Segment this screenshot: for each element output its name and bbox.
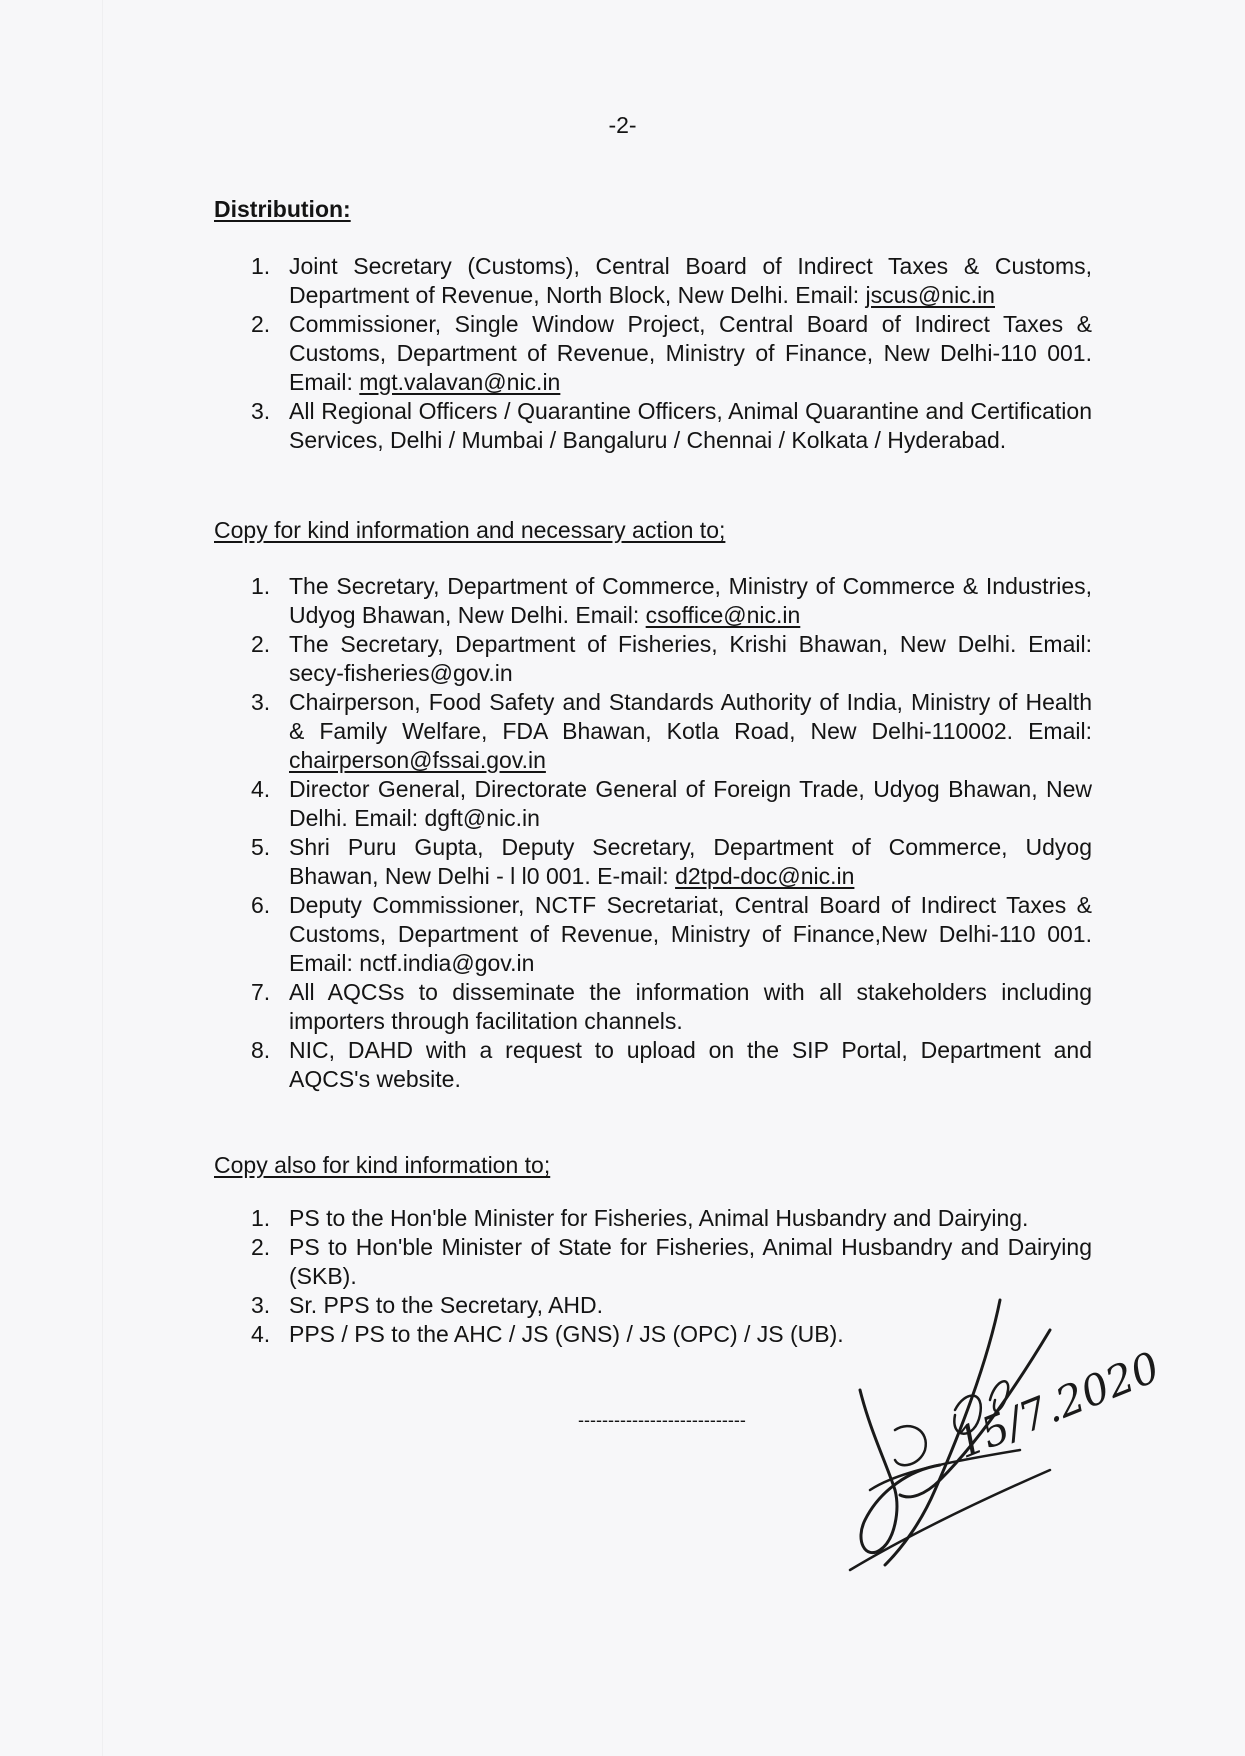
list-item-text: Sr. PPS to the Secretary, AHD. (289, 1292, 604, 1318)
end-marker: ---------------------------- (578, 1410, 746, 1430)
list-item-text: NIC, DAHD with a request to upload on the SIP Portal, Department and AQCS's website. (289, 1037, 1092, 1092)
list-item (251, 630, 1092, 688)
list-item-number: 3. (251, 1292, 271, 1318)
list-item-number: 1. (251, 1205, 271, 1231)
list-item-number: 1. (251, 573, 271, 599)
email-link[interactable]: mgt.valavan@nic.in (359, 369, 561, 395)
list-item (251, 572, 1092, 630)
list-item-text: The Secretary, Department of Fisheries, Krishi Bhawan, New Delhi. Email: secy-fisheries@gov.in (289, 631, 1092, 686)
list-item-text: PS to the Hon'ble Minister for Fisheries, Animal Husbandry and Dairying. (289, 1205, 1029, 1231)
list-item (251, 688, 1092, 775)
list-item (251, 891, 1092, 978)
list-item-text: Chairperson, Food Safety and Standards Authority of India, Ministry of Health & Family Welfare, FDA Bhawan, Kotla Road, New Delhi-110002. Email: (289, 689, 1092, 744)
list-item-number: 4. (251, 776, 271, 802)
email-link[interactable]: csoffice@nic.in (645, 602, 801, 628)
list-item (251, 1036, 1092, 1094)
list-item (251, 978, 1092, 1036)
distribution-list (0, 252, 1245, 455)
list-item-text: Deputy Commissioner, NCTF Secretariat, Central Board of Indirect Taxes & Customs, Department of Revenue, Ministry of Finance,New Delhi-110 001. Email: nctf.india@gov.in (289, 892, 1092, 976)
list-item-number: 2. (251, 311, 271, 337)
list-item-number: 6. (251, 892, 271, 918)
list-item (251, 310, 1092, 397)
list-item (251, 833, 1092, 891)
list-item (251, 775, 1092, 833)
list-item-number: 5. (251, 834, 271, 860)
copy-action-list (0, 572, 1245, 1094)
signature-date: 15/7.2020 (949, 1342, 1167, 1469)
list-item-text: Commissioner, Single Window Project, Central Board of Indirect Taxes & Customs, Department of Revenue, Ministry of Finance, New Delhi-110 001. Email: (289, 311, 1092, 395)
list-item-number: 3. (251, 398, 271, 424)
list-item-number: 4. (251, 1321, 271, 1347)
email-link[interactable]: jscus@nic.in (865, 282, 995, 308)
copy-info-heading: Copy also for kind information to; (214, 1152, 551, 1178)
list-item (251, 397, 1092, 455)
list-item-text: All AQCSs to disseminate the information with all stakeholders including importers through facilitation channels. (289, 979, 1092, 1034)
list-item-text: The Secretary, Department of Commerce, Ministry of Commerce & Industries, Udyog Bhawan, New Delhi. Email: (289, 573, 1092, 628)
list-item-number: 1. (251, 253, 271, 279)
email-link[interactable]: chairperson@fssai.gov.in (289, 747, 546, 773)
list-item-text: Shri Puru Gupta, Deputy Secretary, Department of Commerce, Udyog Bhawan, New Delhi - l l0 001. E-mail: (289, 834, 1092, 889)
distribution-heading: Distribution: (214, 196, 351, 222)
list-item (251, 1204, 1092, 1233)
email-link[interactable]: d2tpd-doc@nic.in (675, 863, 855, 889)
list-item-text: All Regional Officers / Quarantine Officers, Animal Quarantine and Certification Services, Delhi / Mumbai / Bangaluru / Chennai / Kolkata / Hyderabad. (289, 398, 1092, 453)
list-item (251, 1233, 1092, 1291)
list-item-number: 7. (251, 979, 271, 1005)
handwritten-signature (840, 1290, 1167, 1580)
list-item-text: PS to Hon'ble Minister of State for Fisheries, Animal Husbandry and Dairying (SKB). (289, 1234, 1092, 1289)
page-number: -2- (608, 112, 637, 138)
list-item-text: Director General, Directorate General of Foreign Trade, Udyog Bhawan, New Delhi. Email: dgft@nic.in (289, 776, 1092, 831)
list-item-text: PPS / PS to the AHC / JS (GNS) / JS (OPC) / JS (UB). (289, 1321, 844, 1347)
list-item-number: 2. (251, 631, 271, 657)
list-item-text: Joint Secretary (Customs), Central Board of Indirect Taxes & Customs, Department of Revenue, North Block, New Delhi. Email: (289, 253, 1092, 308)
list-item-number: 8. (251, 1037, 271, 1063)
copy-action-heading: Copy for kind information and necessary action to; (214, 517, 726, 543)
list-item-number: 3. (251, 689, 271, 715)
list-item-number: 2. (251, 1234, 271, 1260)
list-item (251, 252, 1092, 310)
